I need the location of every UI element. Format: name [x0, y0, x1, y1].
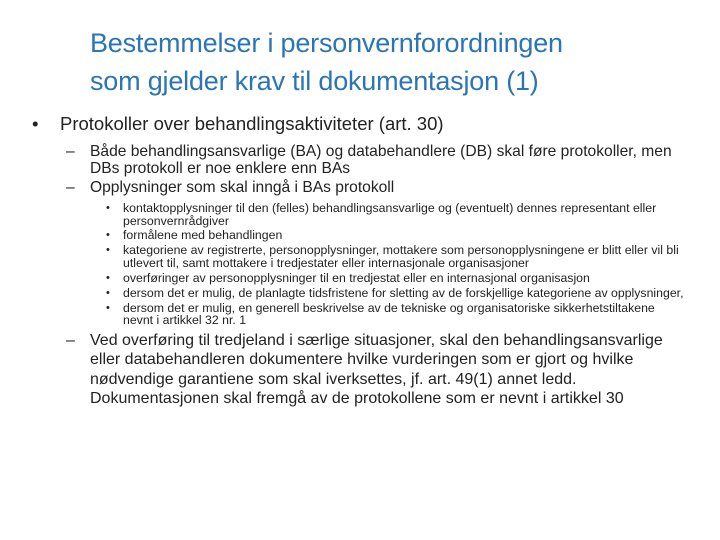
list-item-text: formålene med behandlingen	[123, 228, 283, 243]
sub-bullet-1-text: Både behandlingsansvarlige (BA) og databehandlere (DB) skal føre protokoller, men DBs protokoll er noe enklere enn BAs	[90, 143, 672, 177]
slide-title	[90, 24, 690, 100]
list-item	[0, 229, 720, 242]
dash-marker: –	[66, 179, 75, 196]
bullet-marker: •	[106, 286, 110, 299]
list-item	[0, 202, 720, 227]
sub-bullet-2-text: Opplysninger som skal inngå i BAs protokoll	[90, 179, 395, 196]
dash-marker: –	[66, 331, 75, 349]
list-item-text: dersom det er mulig, en generell beskrivelse av de tekniske og organisatoriske sikkerhetstiltakene nevnt i artikkel 32 nr. 1	[123, 300, 655, 328]
protocol-items-list	[0, 202, 720, 327]
sub-bullet-3	[0, 331, 720, 409]
list-item-text: dersom det er mulig, de planlagte tidsfristene for sletting av de forskjellige kategoriene av opplysninger,	[123, 285, 684, 300]
list-item	[0, 272, 720, 285]
bullet-marker: •	[106, 202, 110, 214]
list-item	[0, 302, 720, 327]
bullet-main-text: Protokoller over behandlingsaktiviteter (art. 30)	[60, 113, 444, 134]
slide-body	[0, 112, 720, 410]
dash-marker: –	[66, 143, 75, 160]
sub-bullet-1	[0, 143, 720, 177]
title-line-2: som gjelder krav til dokumentasjon (1)	[90, 66, 539, 96]
bullet-marker: •	[106, 229, 110, 242]
list-item-text: overføringer av personopplysninger til en tredjestat eller en internasjonal organisasjon	[123, 270, 590, 285]
sub-bullet-2	[0, 179, 720, 196]
bullet-marker: •	[106, 301, 110, 314]
bullet-marker: •	[106, 244, 110, 257]
list-item-text: kontaktopplysninger til den (felles) behandlingsansvarlige og (eventuelt) dennes representant eller personvernrådgiver	[123, 201, 657, 228]
bullet-marker: •	[106, 271, 110, 284]
list-item-text: kategoriene av registrerte, personopplysninger, mottakere som personopplysningene er blitt eller vil bli utlevert til, samt mottakere i tredjestater eller internasjonale organisasjoner	[123, 243, 679, 270]
sub-bullet-3-text: Ved overføring til tredjeland i særlige situasjoner, skal den behandlingsansvarlige eller databehandleren dokumentere hvilke vurderingen som er gjort og hvilke nødvendige garantiene som skal iverksettes, jf. art. 49(1) annet ledd. Dokumentasjonen skal fremgå av de protokollene som er nevnt i artikkel 30	[90, 331, 663, 408]
bullet-marker: •	[32, 113, 39, 134]
list-item	[0, 287, 720, 300]
bullet-main	[0, 112, 720, 136]
list-item	[0, 244, 720, 269]
title-line-1: Bestemmelser i personvernforordningen	[90, 28, 563, 58]
